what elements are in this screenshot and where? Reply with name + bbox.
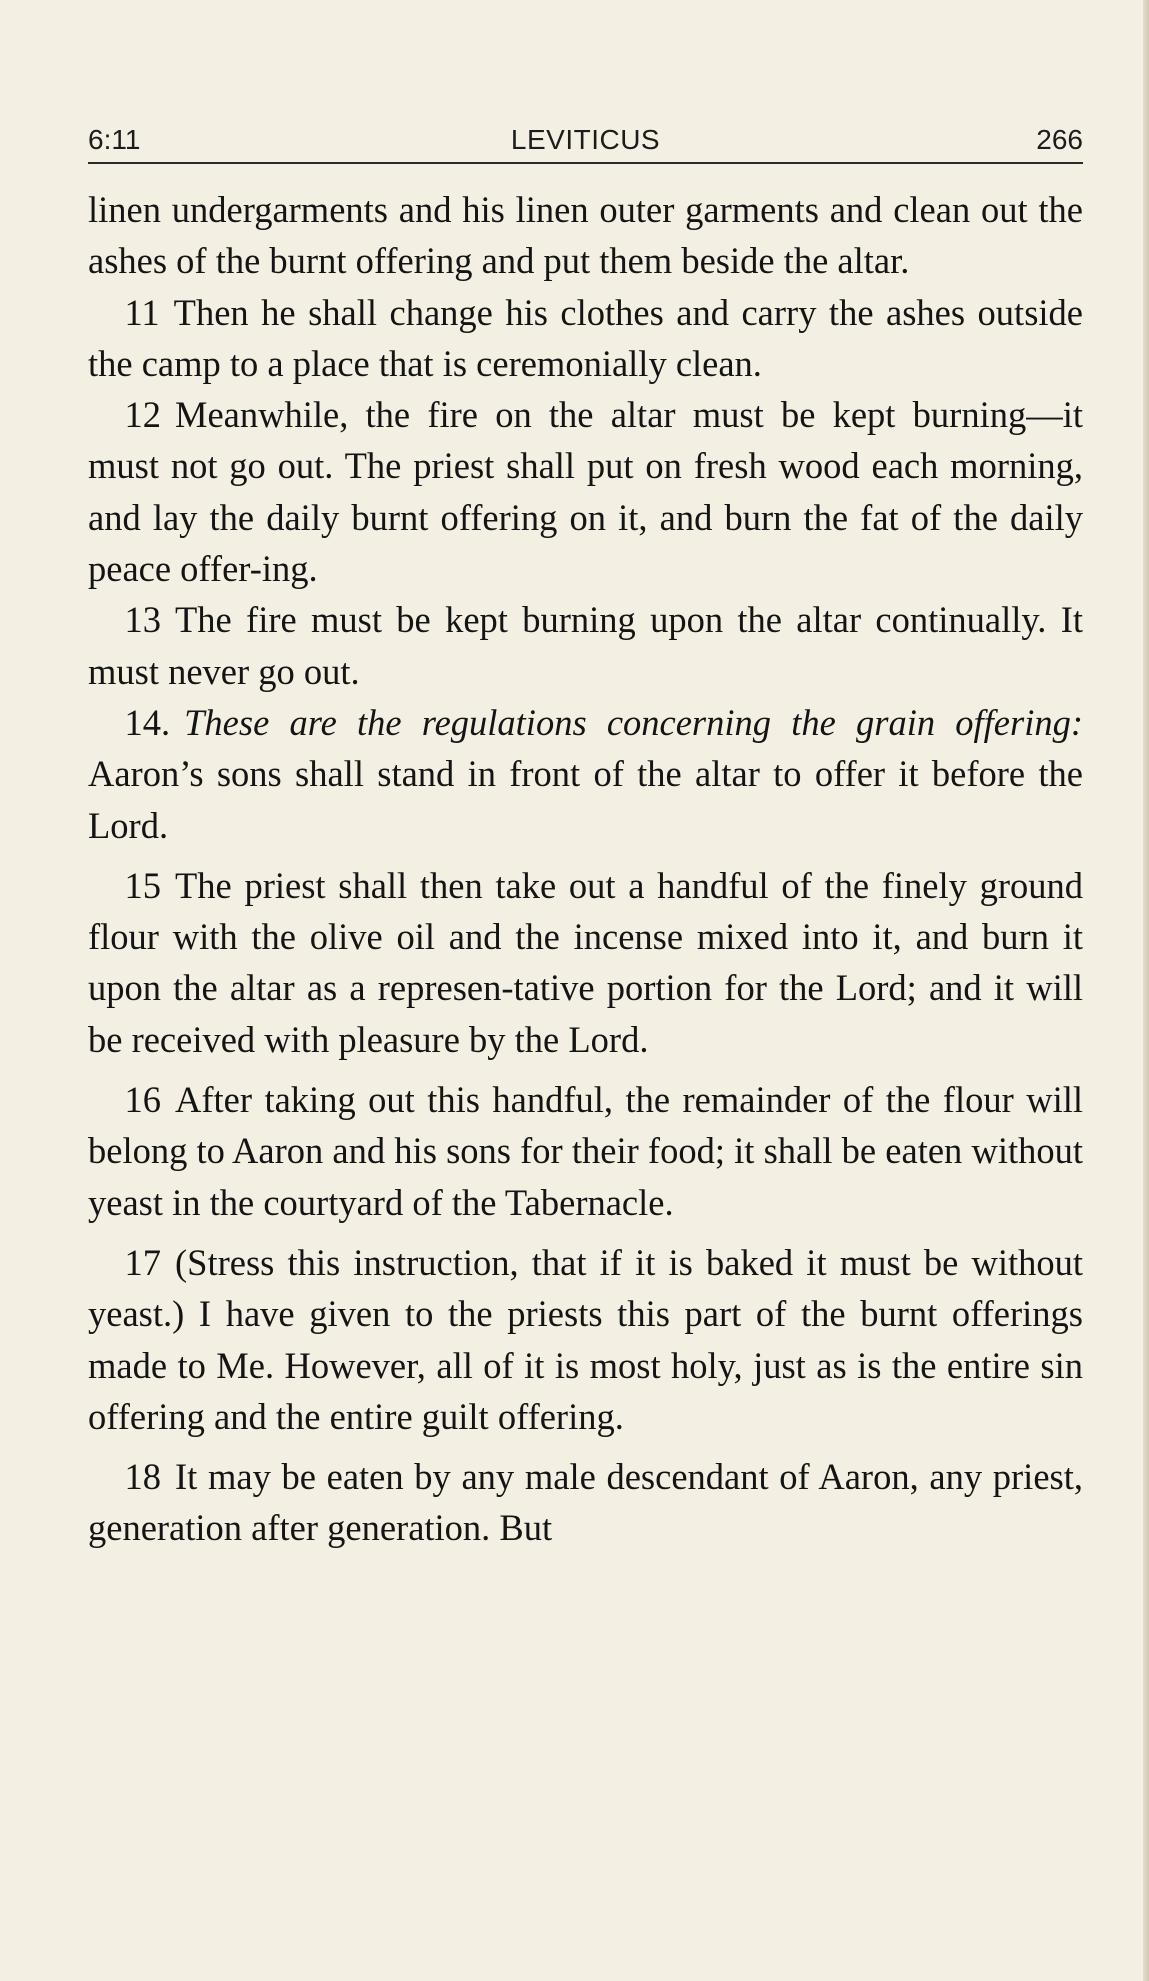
- verse-text: Then he shall change his clothes and carry the ashes outside the camp to a place that is ceremonially clean.: [88, 291, 1083, 384]
- verse-number: 15: [124, 864, 161, 906]
- verse-number: 17: [124, 1241, 161, 1283]
- verse-text: Meanwhile, the fire on the altar must be kept burning—it must not go out. The priest shall put on fresh wood each morning, and lay the daily burnt offering on it, and burn the fat of the daily peace offer-ing.: [88, 394, 1083, 590]
- page-number: 266: [1036, 124, 1083, 155]
- verse-number: 12: [124, 394, 161, 436]
- verse-13: [88, 594, 1083, 697]
- page-edge-shadow: [1143, 0, 1149, 1981]
- verse-text: (Stress this instruction, that if it is baked it must be without yeast.) I have given to the priests this part of the burnt offerings made to Me. However, all of it is most holy, just as is the entire sin offering and the entire guilt offering.: [88, 1241, 1083, 1437]
- verse-15: [88, 860, 1083, 1065]
- scripture-text: [88, 184, 1083, 1554]
- verse-text: Aaron’s sons shall stand in front of the altar to offer it before the Lord.: [88, 753, 1083, 846]
- chapter-verse-reference: 6:11: [88, 124, 141, 155]
- continuation-paragraph: linen undergarments and his linen outer garments and clean out the ashes of the burnt offering and put them beside the altar.: [88, 189, 1083, 282]
- verse-text: After taking out this handful, the remainder of the flour will belong to Aaron and his sons for their food; it shall be eaten without yeast in the courtyard of the Tabernacle.: [88, 1079, 1083, 1223]
- running-header: [88, 124, 1083, 164]
- verse-text: It may be eaten by any male descendant of Aaron, any priest, generation after generation. But: [88, 1456, 1083, 1549]
- verse-18: [88, 1451, 1083, 1554]
- verse-14: [88, 697, 1083, 851]
- book-title: LEVITICUS: [510, 124, 661, 155]
- section-heading-italic: These are the regulations concerning the grain offering:: [184, 701, 1083, 743]
- verse-number: 14.: [124, 701, 171, 743]
- verse-17: [88, 1237, 1083, 1442]
- verse-number: 18: [124, 1456, 161, 1498]
- verse-text: The priest shall then take out a handful of the finely ground flour with the olive oil and the incense mixed into it, and burn it upon the altar as a represen-tative portion for the Lord; and it will be received with pleasure by the Lord.: [88, 864, 1083, 1060]
- verse-number: 16: [124, 1079, 161, 1121]
- verse-12: [88, 389, 1083, 594]
- header-rule: [88, 162, 1083, 164]
- verse-text: The fire must be kept burning upon the altar continually. It must never go out.: [88, 599, 1083, 692]
- verse-11: [88, 287, 1083, 390]
- verse-number: 13: [124, 599, 161, 641]
- verse-number: 11: [124, 291, 160, 333]
- verse-16: [88, 1074, 1083, 1228]
